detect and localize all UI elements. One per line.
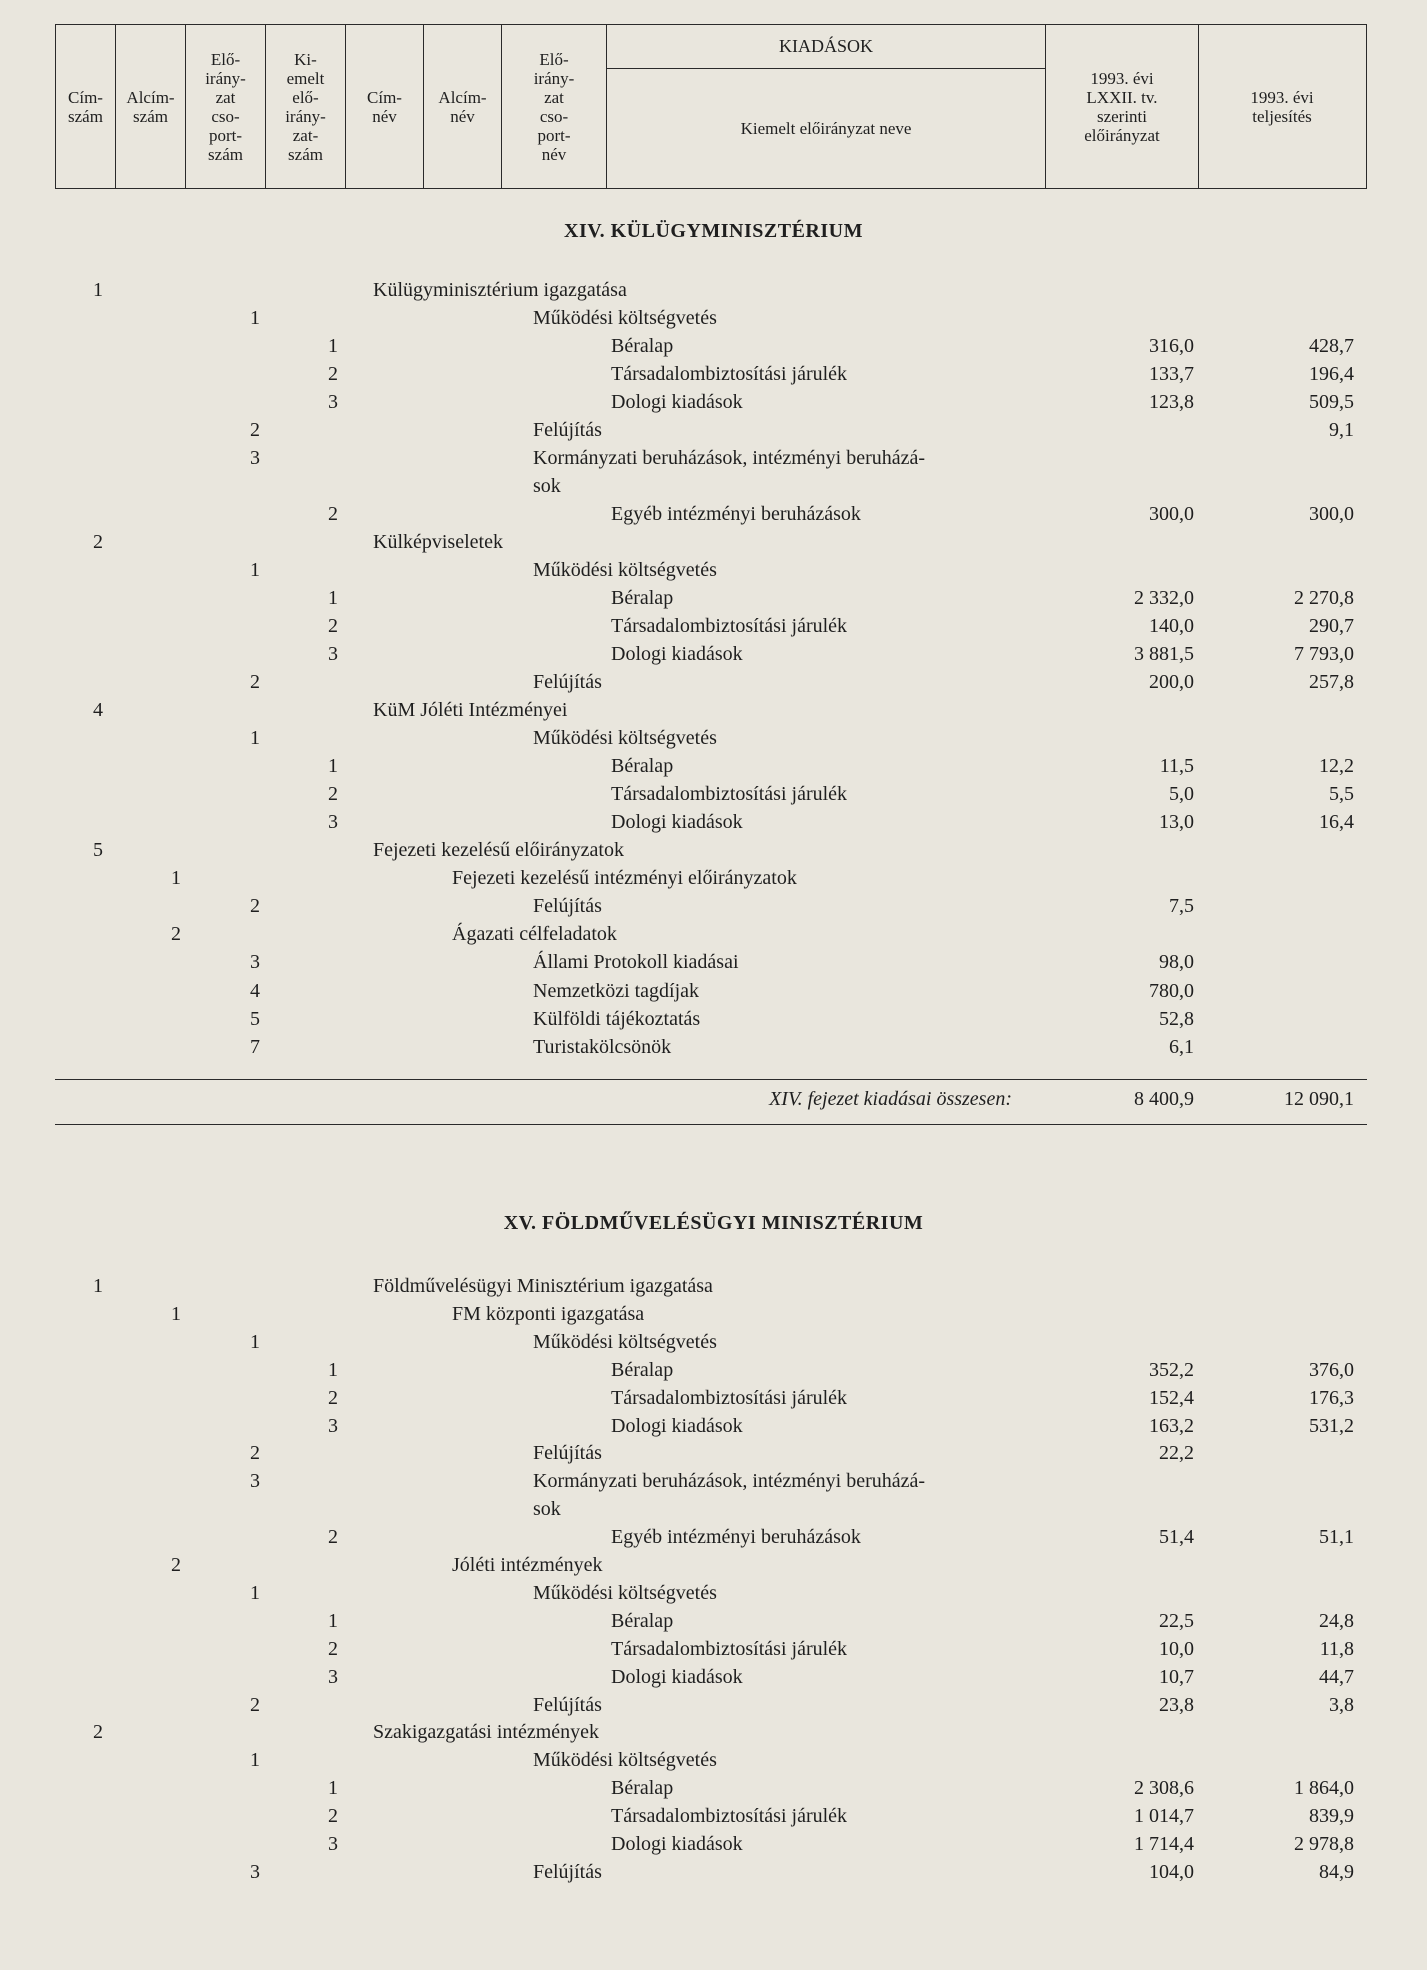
table-row: [0, 1691, 1427, 1719]
eloiranyzat-csoport-number: 3: [250, 447, 260, 469]
row-label: Béralap: [611, 1777, 674, 1799]
table-row: [0, 1802, 1427, 1830]
cim-number: 5: [93, 839, 103, 861]
eloiranyzat-csoport-number: 2: [250, 671, 260, 693]
row-label: Állami Protokoll kiadásai: [533, 951, 739, 973]
header-cim-nev: Cím- név: [346, 25, 424, 188]
row-label: FM központi igazgatása: [452, 1303, 645, 1325]
eloiranyzat-csoport-number: 1: [250, 307, 260, 329]
teljesites-value: 257,8: [1309, 671, 1354, 693]
row-label: Működési költségvetés: [533, 1749, 717, 1771]
section-title: XIV. KÜLÜGYMINISZTÉRIUM: [564, 220, 863, 242]
eloiranyzat-csoport-number: 7: [250, 1036, 260, 1058]
row-label: KüM Jóléti Intézményei: [373, 699, 568, 721]
teljesites-value: 12,2: [1319, 755, 1354, 777]
teljesites-value: 11,8: [1319, 1638, 1354, 1660]
cim-number: 2: [93, 531, 103, 553]
table-row: [0, 276, 1427, 304]
eloiranyzat-csoport-number: 2: [250, 1694, 260, 1716]
total-label: XIV. fejezet kiadásai összesen:: [769, 1088, 1012, 1110]
kiemelt-eloiranyzat-number: 1: [328, 335, 338, 357]
teljesites-value: 2 270,8: [1294, 587, 1354, 609]
table-row: [0, 892, 1427, 920]
teljesites-value: 16,4: [1319, 811, 1354, 833]
teljesites-value: 290,7: [1309, 615, 1354, 637]
kiemelt-eloiranyzat-number: 3: [328, 643, 338, 665]
table-row: [0, 444, 1427, 472]
eloiranyzat-csoport-number: 1: [250, 727, 260, 749]
section-title: XV. FÖLDMŰVELÉSÜGYI MINISZTÉRIUM: [503, 1212, 924, 1234]
eloiranyzat-value: 98,0: [1159, 951, 1194, 973]
alcim-number: 1: [171, 867, 181, 889]
row-label: Fejezeti kezelésű intézményi előirányzatok: [452, 867, 797, 889]
row-label: Egyéb intézményi beruházások: [611, 503, 861, 525]
teljesites-value: 2 978,8: [1294, 1833, 1354, 1855]
row-label: Kormányzati beruházások, intézményi beruházá-: [533, 1470, 926, 1492]
row-label: Egyéb intézményi beruházások: [611, 1526, 861, 1548]
teljesites-value: 7 793,0: [1294, 643, 1354, 665]
row-label: Dologi kiadások: [611, 391, 743, 413]
teljesites-value: 839,9: [1309, 1805, 1354, 1827]
row-label: Dologi kiadások: [611, 1666, 743, 1688]
table-row: [0, 1272, 1427, 1300]
teljesites-value: 1 864,0: [1294, 1777, 1354, 1799]
eloiranyzat-value: 11,5: [1159, 755, 1194, 777]
row-label: Béralap: [611, 587, 674, 609]
eloiranyzat-value: 300,0: [1149, 503, 1194, 525]
header-teljesites-1993: 1993. évi teljesítés: [1250, 87, 1314, 126]
row-label: Nemzetközi tagdíjak: [533, 980, 700, 1002]
eloiranyzat-csoport-number: 2: [250, 895, 260, 917]
row-label: Társadalombiztosítási járulék: [611, 1805, 848, 1827]
eloiranyzat-value: 5,0: [1169, 783, 1194, 805]
table-row: [0, 416, 1427, 444]
table-row: [0, 668, 1427, 696]
kiemelt-eloiranyzat-number: 2: [328, 1526, 338, 1548]
teljesites-value: 531,2: [1309, 1415, 1354, 1437]
eloiranyzat-value: 780,0: [1149, 980, 1194, 1002]
table-row: [0, 1412, 1427, 1440]
table-row: [0, 556, 1427, 584]
eloiranyzat-value: 23,8: [1159, 1694, 1194, 1716]
eloiranyzat-value: 51,4: [1159, 1526, 1194, 1548]
table-row: [0, 1467, 1427, 1495]
row-label: Külföldi tájékoztatás: [533, 1008, 701, 1030]
row-label: Társadalombiztosítási járulék: [611, 615, 848, 637]
eloiranyzat-csoport-number: 3: [250, 1861, 260, 1883]
eloiranyzat-value: 152,4: [1149, 1387, 1194, 1409]
row-label: Működési költségvetés: [533, 559, 717, 581]
header-kiadasok: KIADÁSOK: [607, 25, 1046, 69]
row-label: Működési költségvetés: [533, 1331, 717, 1353]
alcim-number: 1: [171, 1303, 181, 1325]
total-rule-bottom: [55, 1124, 1367, 1125]
row-label: Béralap: [611, 1359, 674, 1381]
eloiranyzat-csoport-number: 2: [250, 1442, 260, 1464]
eloiranyzat-value: 2 308,6: [1134, 1777, 1194, 1799]
header-eloiranyzat-csoport-szam: Elő- irány- zat cso- port- szám: [186, 25, 266, 188]
row-label: Felújítás: [533, 1694, 602, 1716]
table-row: [0, 360, 1427, 388]
eloiranyzat-value: 3 881,5: [1134, 643, 1194, 665]
teljesites-value: 51,1: [1319, 1526, 1354, 1548]
header-eloiranyzat-csoport-nev: Elő- irány- zat cso- port- név: [502, 25, 607, 188]
table-row: [0, 977, 1427, 1005]
column-header-table: [55, 24, 1367, 189]
table-row: [0, 1607, 1427, 1635]
eloiranyzat-csoport-number: 5: [250, 1008, 260, 1030]
eloiranyzat-value: 316,0: [1149, 335, 1194, 357]
row-label: Turistakölcsönök: [533, 1036, 672, 1058]
table-row: [0, 696, 1427, 724]
row-label: Dologi kiadások: [611, 1833, 743, 1855]
kiemelt-eloiranyzat-number: 1: [328, 1359, 338, 1381]
table-row: [0, 304, 1427, 332]
row-label: Szakigazgatási intézmények: [373, 1721, 600, 1743]
teljesites-value: 509,5: [1309, 391, 1354, 413]
table-row: [0, 332, 1427, 360]
total-eloiranyzat: 8 400,9: [1134, 1088, 1194, 1110]
eloiranyzat-value: 22,5: [1159, 1610, 1194, 1632]
row-label: Társadalombiztosítási járulék: [611, 1638, 848, 1660]
teljesites-value: 428,7: [1309, 335, 1354, 357]
eloiranyzat-value: 133,7: [1149, 363, 1194, 385]
eloiranyzat-value: 1 714,4: [1134, 1833, 1194, 1855]
kiemelt-eloiranyzat-number: 1: [328, 755, 338, 777]
kiemelt-eloiranyzat-number: 2: [328, 615, 338, 637]
teljesites-value: 3,8: [1329, 1694, 1354, 1716]
section-total-row: [0, 1084, 1427, 1114]
table-row: [0, 724, 1427, 752]
row-label: Dologi kiadások: [611, 811, 743, 833]
kiemelt-eloiranyzat-number: 1: [328, 1610, 338, 1632]
teljesites-value: 376,0: [1309, 1359, 1354, 1381]
row-label: Földművelésügyi Minisztérium igazgatása: [373, 1275, 713, 1297]
table-row: [0, 780, 1427, 808]
row-label: Fejezeti kezelésű előirányzatok: [373, 839, 624, 861]
teljesites-value: 176,3: [1309, 1387, 1354, 1409]
row-label: Felújítás: [533, 1861, 602, 1883]
table-row: [0, 1579, 1427, 1607]
row-label: Társadalombiztosítási járulék: [611, 363, 848, 385]
cim-number: 4: [93, 699, 103, 721]
kiemelt-eloiranyzat-number: 3: [328, 811, 338, 833]
total-teljesites: 12 090,1: [1284, 1088, 1354, 1110]
header-eloiranyzat-1993: 1993. évi LXXII. tv. szerinti előirányzat: [1046, 25, 1199, 188]
teljesites-value: 44,7: [1319, 1666, 1354, 1688]
row-label: Dologi kiadások: [611, 1415, 743, 1437]
eloiranyzat-value: 163,2: [1149, 1415, 1194, 1437]
table-row: [0, 1495, 1427, 1523]
row-label: Béralap: [611, 1610, 674, 1632]
alcim-number: 2: [171, 1554, 181, 1576]
eloiranyzat-value: 22,2: [1159, 1442, 1194, 1464]
row-label: Felújítás: [533, 895, 602, 917]
table-row: [0, 640, 1427, 668]
teljesites-value: 5,5: [1329, 783, 1354, 805]
row-label: Jóléti intézmények: [452, 1554, 603, 1576]
kiemelt-eloiranyzat-number: 2: [328, 503, 338, 525]
kiemelt-eloiranyzat-number: 2: [328, 783, 338, 805]
row-label: Működési költségvetés: [533, 307, 717, 329]
eloiranyzat-value: 104,0: [1149, 1861, 1194, 1883]
table-row: [0, 920, 1427, 948]
table-row: [0, 500, 1427, 528]
kiemelt-eloiranyzat-number: 1: [328, 1777, 338, 1799]
row-label: sok: [533, 1498, 561, 1520]
table-row: [0, 1384, 1427, 1412]
table-row: [0, 1523, 1427, 1551]
kiemelt-eloiranyzat-number: 2: [328, 1805, 338, 1827]
table-row: [0, 1033, 1427, 1061]
table-row: [0, 612, 1427, 640]
table-row: [0, 1858, 1427, 1886]
row-label: Működési költségvetés: [533, 727, 717, 749]
table-row: [0, 1718, 1427, 1746]
table-row: [0, 1830, 1427, 1858]
row-label: Felújítás: [533, 419, 602, 441]
kiemelt-eloiranyzat-number: 2: [328, 363, 338, 385]
eloiranyzat-value: 52,8: [1159, 1008, 1194, 1030]
eloiranyzat-csoport-number: 1: [250, 1749, 260, 1771]
teljesites-value: 300,0: [1309, 503, 1354, 525]
table-row: [0, 1551, 1427, 1579]
header-alcim-nev: Alcím- név: [424, 25, 502, 188]
eloiranyzat-value: 10,0: [1159, 1638, 1194, 1660]
header-alcim-szam: Alcím- szám: [116, 25, 186, 188]
eloiranyzat-value: 10,7: [1159, 1666, 1194, 1688]
table-row: [0, 1439, 1427, 1467]
kiemelt-eloiranyzat-number: 2: [328, 1638, 338, 1660]
table-row: [0, 1005, 1427, 1033]
eloiranyzat-value: 6,1: [1169, 1036, 1194, 1058]
row-label: Felújítás: [533, 1442, 602, 1464]
table-row: [0, 528, 1427, 556]
eloiranyzat-value: 13,0: [1159, 811, 1194, 833]
eloiranyzat-csoport-number: 2: [250, 419, 260, 441]
table-row: [0, 836, 1427, 864]
table-row: [0, 584, 1427, 612]
eloiranyzat-value: 123,8: [1149, 391, 1194, 413]
kiemelt-eloiranyzat-number: 3: [328, 391, 338, 413]
row-label: Társadalombiztosítási járulék: [611, 1387, 848, 1409]
row-label: Dologi kiadások: [611, 643, 743, 665]
table-row: [0, 1356, 1427, 1384]
alcim-number: 2: [171, 923, 181, 945]
eloiranyzat-csoport-number: 1: [250, 1331, 260, 1353]
eloiranyzat-value: 140,0: [1149, 615, 1194, 637]
eloiranyzat-value: 352,2: [1149, 1359, 1194, 1381]
eloiranyzat-csoport-number: 3: [250, 951, 260, 973]
kiemelt-eloiranyzat-number: 3: [328, 1415, 338, 1437]
table-row: [0, 1328, 1427, 1356]
kiemelt-eloiranyzat-number: 1: [328, 587, 338, 609]
table-row: [0, 752, 1427, 780]
eloiranyzat-value: 200,0: [1149, 671, 1194, 693]
teljesites-value: 84,9: [1319, 1861, 1354, 1883]
table-row: [0, 472, 1427, 500]
table-row: [0, 948, 1427, 976]
row-label: Működési költségvetés: [533, 1582, 717, 1604]
row-label: Felújítás: [533, 671, 602, 693]
eloiranyzat-value: 7,5: [1169, 895, 1194, 917]
table-row: [0, 1663, 1427, 1691]
kiemelt-eloiranyzat-number: 2: [328, 1387, 338, 1409]
eloiranyzat-value: 2 332,0: [1134, 587, 1194, 609]
row-label: Társadalombiztosítási járulék: [611, 783, 848, 805]
row-label: Külügyminisztérium igazgatása: [373, 279, 627, 301]
table-row: [0, 1635, 1427, 1663]
row-label: Ágazati célfeladatok: [452, 923, 617, 945]
kiemelt-eloiranyzat-number: 3: [328, 1666, 338, 1688]
eloiranyzat-csoport-number: 3: [250, 1470, 260, 1492]
header-kiemelt-eloiranyzat-neve: Kiemelt előirányzat neve: [607, 69, 1046, 188]
table-row: [0, 388, 1427, 416]
table-row: [0, 1300, 1427, 1328]
row-label: Béralap: [611, 755, 674, 777]
kiemelt-eloiranyzat-number: 3: [328, 1833, 338, 1855]
table-row: [0, 1746, 1427, 1774]
total-rule-top: [55, 1079, 1367, 1080]
table-row: [0, 808, 1427, 836]
eloiranyzat-value: 1 014,7: [1134, 1805, 1194, 1827]
eloiranyzat-csoport-number: 1: [250, 559, 260, 581]
teljesites-value: 196,4: [1309, 363, 1354, 385]
table-row: [0, 1774, 1427, 1802]
cim-number: 2: [93, 1721, 103, 1743]
row-label: Külképviseletek: [373, 531, 503, 553]
eloiranyzat-csoport-number: 1: [250, 1582, 260, 1604]
teljesites-value: 24,8: [1319, 1610, 1354, 1632]
eloiranyzat-csoport-number: 4: [250, 980, 260, 1002]
row-label: sok: [533, 475, 561, 497]
row-label: Kormányzati beruházások, intézményi beruházá-: [533, 447, 926, 469]
header-cim-szam: Cím- szám: [56, 25, 116, 188]
teljesites-value: 9,1: [1329, 419, 1354, 441]
table-row: [0, 864, 1427, 892]
cim-number: 1: [93, 1275, 103, 1297]
row-label: Béralap: [611, 335, 674, 357]
cim-number: 1: [93, 279, 103, 301]
header-kiemelt-eloiranyzat-szam: Ki- emelt elő- irány- zat- szám: [266, 25, 346, 188]
